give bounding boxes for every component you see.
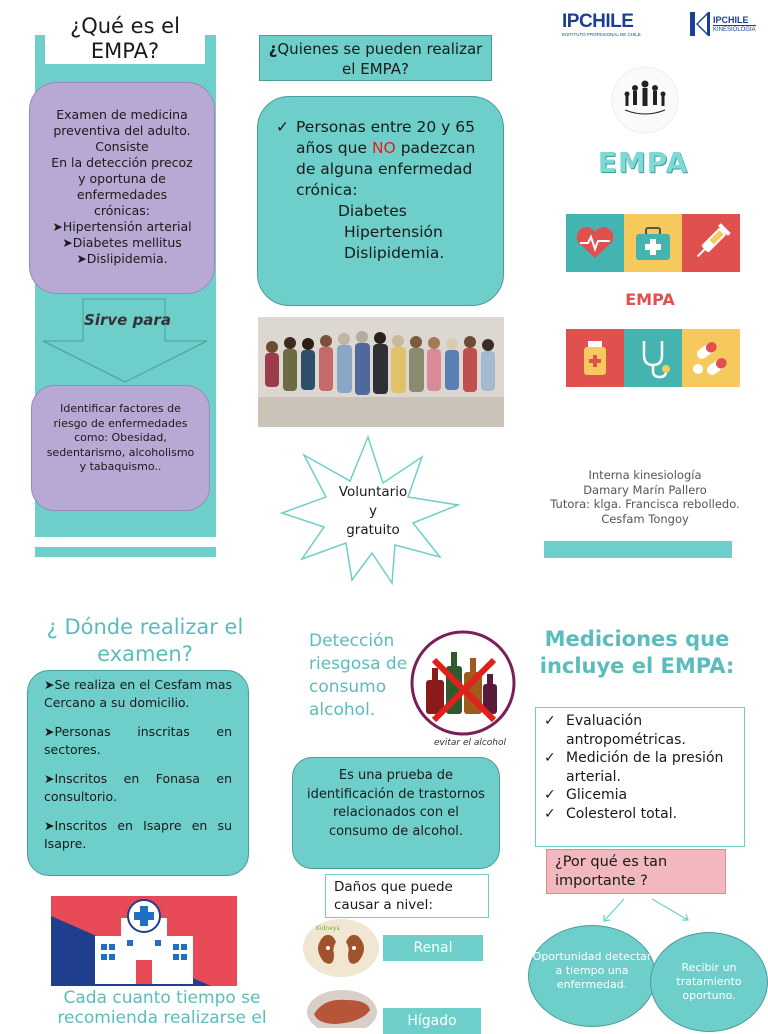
definition-line: enfermedades <box>76 187 168 202</box>
voluntary-free-label: Voluntario y gratuito <box>338 484 408 538</box>
condition-item: ➤Diabetes mellitus <box>62 235 182 250</box>
k-mark-icon <box>690 12 710 36</box>
disease-item: Diabetes <box>338 202 407 220</box>
medicine-bottle-icon <box>566 329 624 387</box>
panel3-footer-bar <box>544 541 732 558</box>
arrow-bullet-icon: ➤ <box>44 771 55 786</box>
measurement-item: ✓ Medición de la presión arterial. <box>544 750 724 785</box>
check-icon: ✓ <box>544 713 556 729</box>
where-box <box>27 670 249 876</box>
definition-line: En la detección precoz <box>51 155 193 170</box>
arrow-label: Sirve para <box>84 311 171 329</box>
stethoscope-icon <box>624 329 682 387</box>
arrow-bullet-icon: ➤ <box>76 251 87 266</box>
pills-icon-tile <box>682 329 740 387</box>
no-highlight: NO <box>371 139 396 157</box>
cesfam-logo-icon <box>605 64 685 136</box>
arrow-bullet-icon: ➤ <box>44 818 55 833</box>
hospital-icon <box>51 896 237 986</box>
arrow-bullet-icon: ➤ <box>62 235 73 250</box>
disease-item: Hipertensión <box>344 223 443 241</box>
alcohol-test-box: Es una prueba de identificación de trastornos relacionados con el consumo de alcohol. <box>292 757 500 869</box>
no-alcohol-icon <box>410 630 516 736</box>
ipchile-kinesiologia-logo: IPCHILE KINESIOLOGÍA <box>690 12 756 36</box>
measurements-box <box>535 707 745 847</box>
arrow-bullet-icon: ➤ <box>52 219 63 234</box>
where-item: ➤Inscritos en Isapre en su Isapre. <box>44 818 232 851</box>
check-icon: ✓ <box>544 787 556 803</box>
reason-circle-early-detection: Oportunidad detectar a tiempo una enfermedad. <box>528 925 656 1027</box>
definition-line: Examen de medicina <box>56 107 188 122</box>
empa-subtitle: EMPA <box>625 290 675 309</box>
who-question <box>259 35 492 81</box>
definition-line: crónicas: <box>93 203 151 218</box>
ipchile-logo: IPCHILE INSTITUTO PROFESIONAL DE CHILE <box>562 11 641 37</box>
empa-main-title: EMPA <box>597 146 689 179</box>
where-item: ➤Personas inscritas en sectores. <box>44 724 232 757</box>
why-important-question: ¿Por qué es tan importante ? <box>546 849 726 894</box>
alcohol-detection-title: Detección riesgosa de consumo alcohol. <box>309 631 408 720</box>
who-question-text: Quienes se pueden realizar el EMPA? <box>277 40 483 78</box>
heart-icon <box>566 214 624 272</box>
branch-arrows-icon <box>580 896 710 926</box>
pills-icon <box>682 329 740 387</box>
group-of-adults-photo <box>258 317 504 427</box>
medkit-icon <box>624 214 682 272</box>
disease-item: Dislipidemia. <box>344 244 445 262</box>
panel1-title: ¿Qué es el EMPA? <box>45 14 205 64</box>
kidney-icon-label: Kidneys <box>316 925 340 932</box>
kidney-icon <box>302 918 380 978</box>
definition-line: preventiva del adulto. <box>53 123 191 138</box>
frequency-title: Cada cuanto tiempo se recomienda realizarse el <box>57 988 267 1028</box>
liver-icon <box>306 988 378 1028</box>
where-item: ➤Inscritos en Fonasa en consultorio. <box>44 771 232 804</box>
measurements-title: Mediciones que incluye el EMPA: <box>539 627 735 678</box>
condition-item: ➤Dislipidemia. <box>76 251 168 266</box>
question-mark: ¿ <box>268 40 278 58</box>
panel1-footer-bar <box>35 547 216 557</box>
organ-label-renal: Renal <box>383 935 483 961</box>
definition-line: Consiste <box>95 139 149 154</box>
measurement-item: ✓ Evaluación antropométricas. <box>544 713 686 748</box>
where-title: ¿ Dónde realizar el examen? <box>46 615 244 666</box>
medicine-bottle-icon-tile <box>566 329 624 387</box>
arrow-bullet-icon: ➤ <box>44 677 55 692</box>
reason-circle-treatment: Recibir un tratamiento oportuno. <box>650 932 768 1032</box>
measurement-item: ✓ Colesterol total. <box>544 805 678 822</box>
heart-icon-tile <box>566 214 624 272</box>
empa-definition-box <box>29 82 215 294</box>
criteria-box <box>257 96 504 306</box>
check-icon: ✓ <box>544 805 556 822</box>
criteria-item: ✓ Personas entre 20 y 65 años que NO padezcan de alguna enfermedad crónica: <box>276 118 476 199</box>
check-icon: ✓ <box>276 118 289 136</box>
check-icon: ✓ <box>544 750 556 766</box>
credits: Interna kinesiología Damary Marín Pallero Tutora: klga. Francisca rebolledo. Cesfam Tongoy <box>550 468 740 526</box>
damage-title: Daños que puede causar a nivel: <box>325 874 489 918</box>
medkit-icon-tile <box>624 214 682 272</box>
group-photo <box>258 317 504 427</box>
measurement-item: ✓ Glicemia <box>544 787 628 803</box>
purpose-box: Identificar factores de riesgo de enfermedades como: Obesidad, sedentarismo, alcoholismo y tabaquismo.. <box>31 385 210 511</box>
arrow-bullet-icon: ➤ <box>44 724 55 739</box>
syringe-icon <box>682 214 740 272</box>
organ-label-higado: Hígado <box>383 1008 481 1034</box>
definition-line: y oportuna de <box>78 171 166 186</box>
where-item: ➤Se realiza en el Cesfam mas Cercano a su domicilio. <box>44 677 232 710</box>
condition-item: ➤Hipertensión arterial <box>52 219 192 234</box>
stethoscope-icon-tile <box>624 329 682 387</box>
syringe-icon-tile <box>682 214 740 272</box>
alcohol-icon-caption: evitar el alcohol <box>433 738 507 748</box>
